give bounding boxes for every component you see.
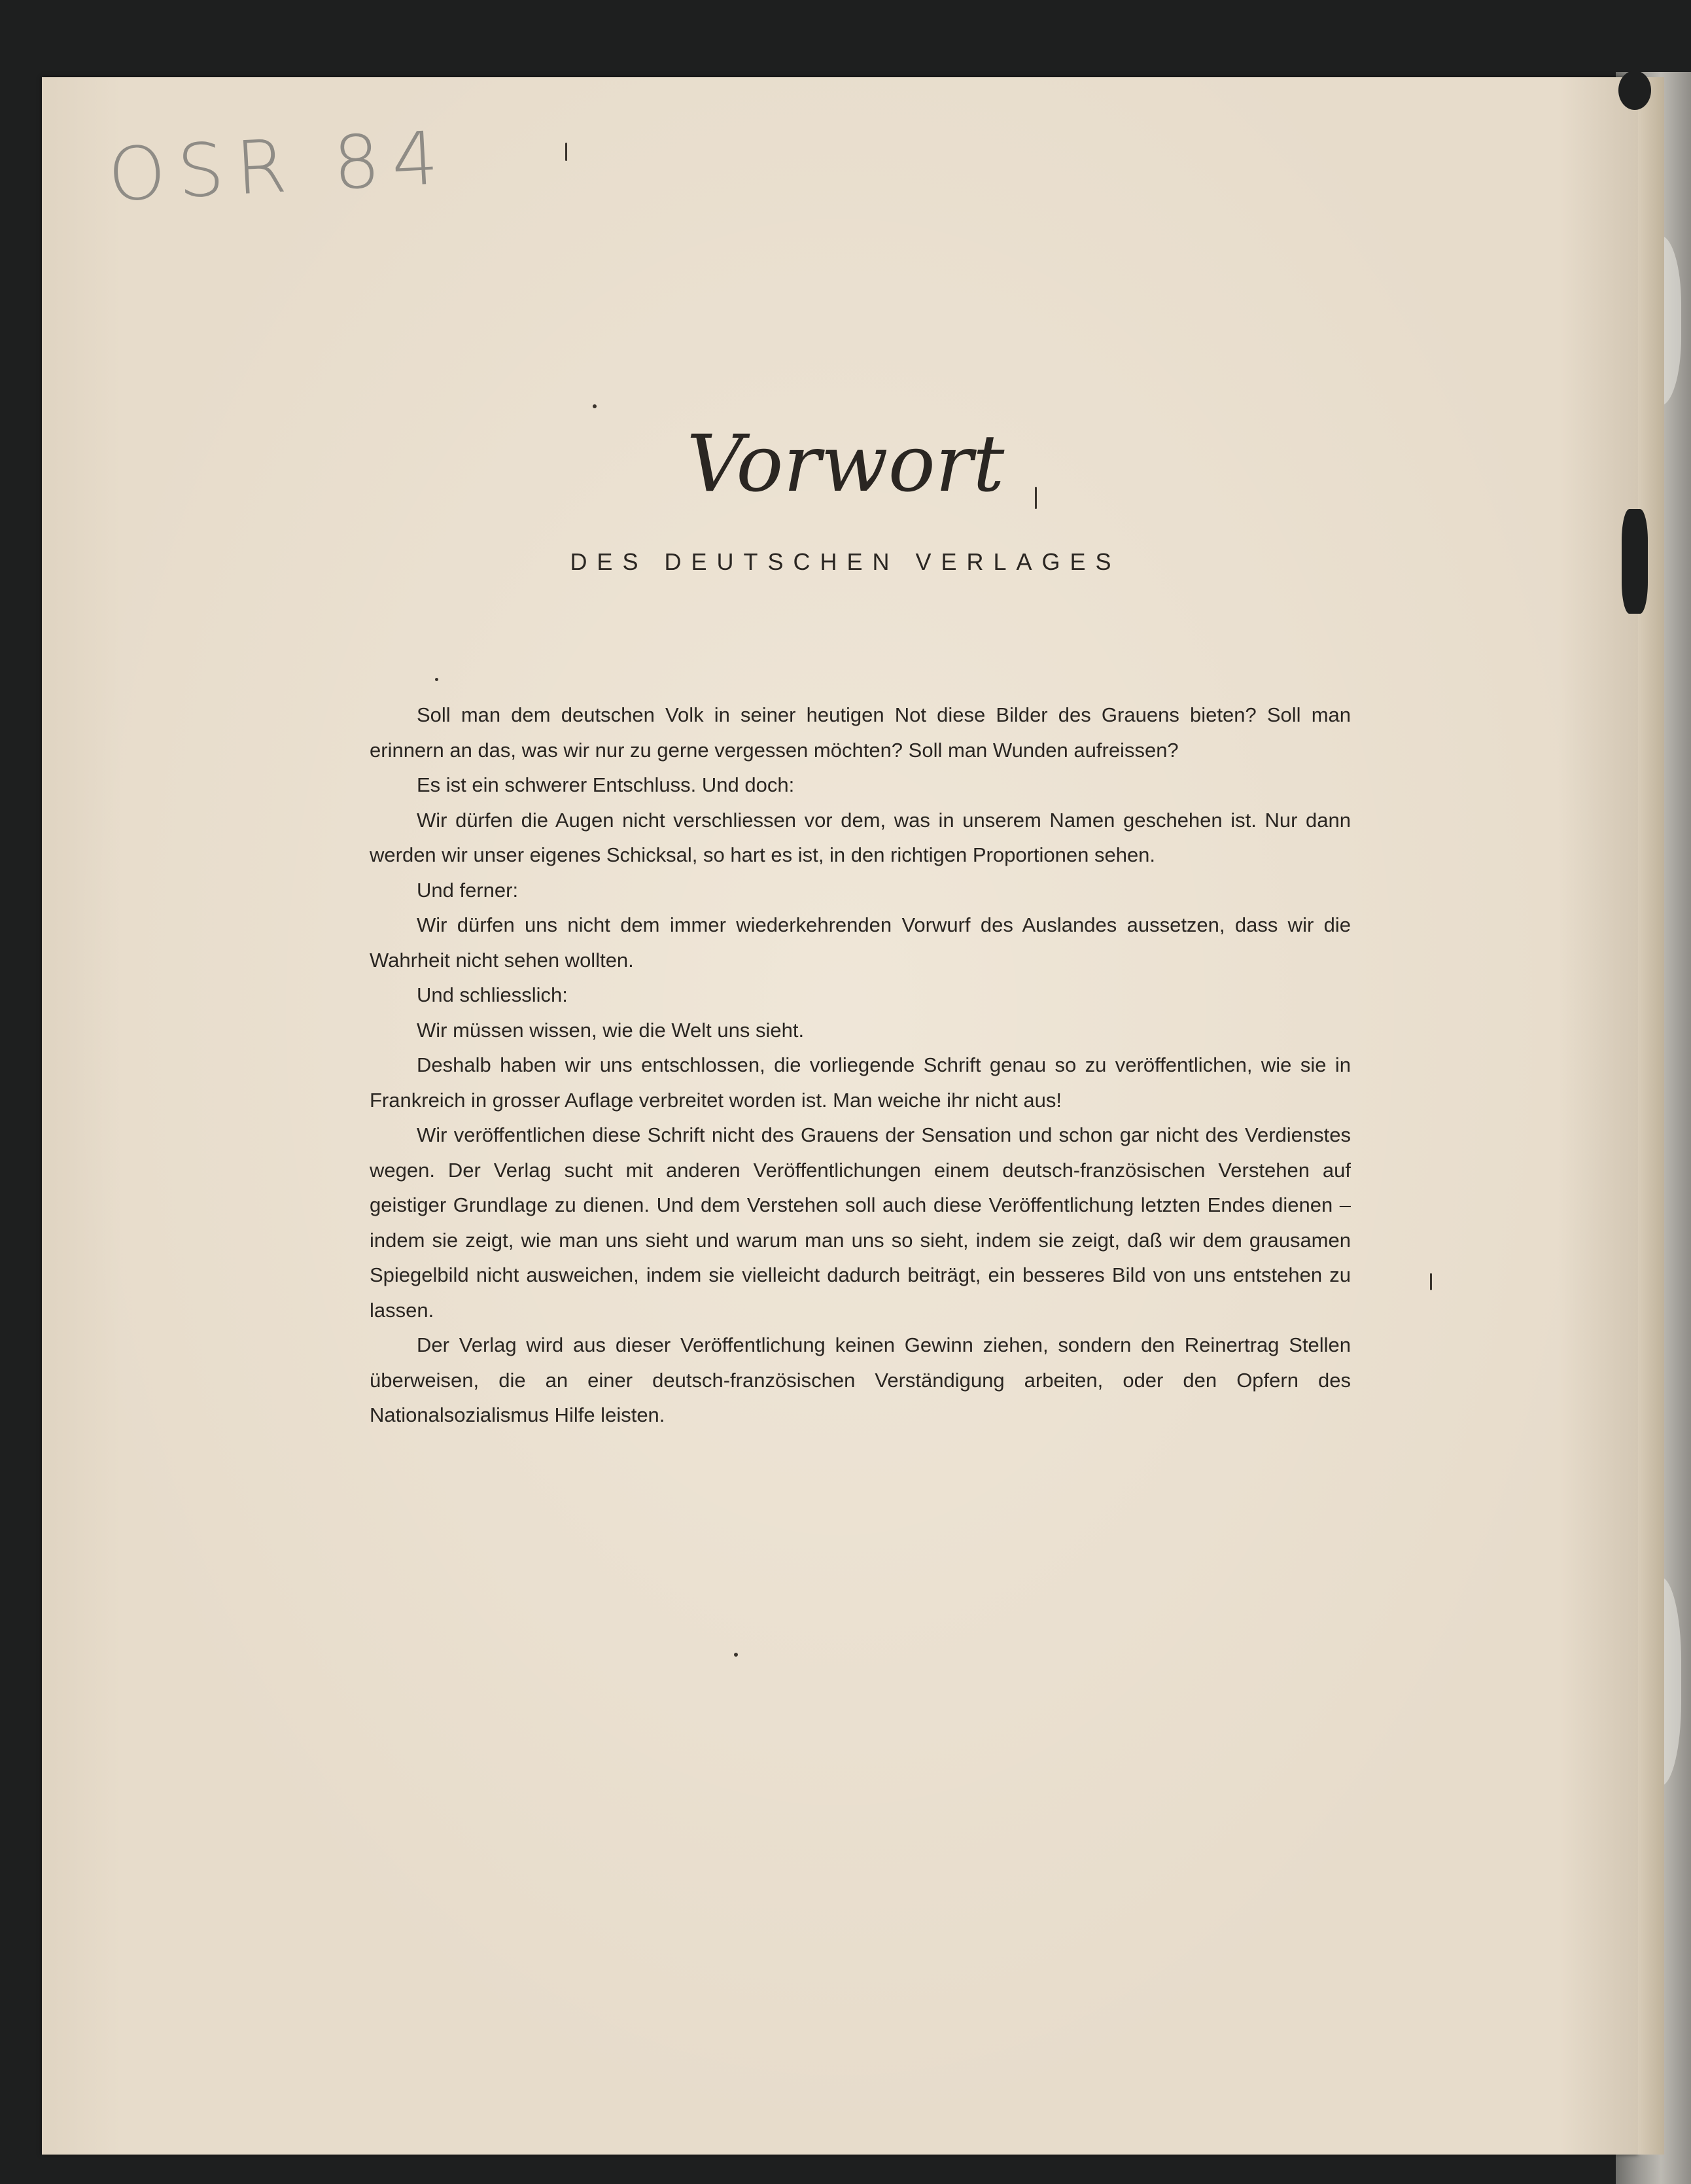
paragraph: Wir dürfen uns nicht dem immer wiederkehrenden Vorwurf des Auslandes aussetzen, dass wir die Wahrheit nicht sehen wollten.: [370, 913, 1351, 972]
paragraph: Wir veröffentlichen diese Schrift nicht des Grauens der Sensation und schon gar nicht des Verdienstes wegen. Der Verlag sucht mit anderen Veröffentlichungen einem deutsch-französischen Verstehen auf geistiger Grundlage zu dienen. Und dem Verstehen soll auch diese Veröffentlichung letzten Endes dienen – indem sie zeigt, wie man uns sieht und warum man uns so sieht, indem sie zeigt, daß wir dem grausamen Spiegelbild nicht ausweichen, indem sie vielleicht dadurch beiträgt, ein besseres Bild von uns entstehen zu lassen.: [370, 1123, 1351, 1322]
page-subtitle: DES DEUTSCHEN VERLAGES: [570, 548, 1121, 575]
paragraph: Und schliesslich:: [417, 983, 568, 1006]
body-text: [370, 697, 1351, 1433]
paragraph: Es ist ein schwerer Entschluss. Und doch:: [417, 773, 795, 796]
page-fold: [1638, 77, 1664, 2155]
paragraph: Und ferner:: [417, 878, 519, 902]
paragraph: Wir dürfen die Augen nicht verschliessen vor dem, was in unserem Namen geschehen ist. Nur dann werden wir unser eigenes Schicksal, so hart es ist, in den richtigen Proportionen sehen.: [370, 808, 1351, 866]
shelfmark-annotation: OSR 84: [105, 115, 453, 219]
page-title: Vorwort: [686, 419, 1005, 510]
paragraph: Deshalb haben wir uns entschlossen, die vorliegende Schrift genau so zu veröffentlichen, wie sie in Frankreich in grosser Auflage verbreitet worden ist. Man weiche ihr nicht aus!: [370, 1053, 1351, 1112]
paragraph: Der Verlag wird aus dieser Veröffentlichung keinen Gewinn ziehen, sondern den Reinertrag Stellen überweisen, die an einer deutsch-französischen Verständigung arbeiten, oder den Opfern des Nationalsozialismus Hilfe leisten.: [370, 1333, 1351, 1426]
paragraph: Soll man dem deutschen Volk in seiner heutigen Not diese Bilder des Grauens bieten? Soll man erinnern an das, was wir nur zu gerne vergessen möchten? Soll man Wunden aufreissen?: [370, 703, 1351, 762]
paragraph: Wir müssen wissen, wie die Welt uns sieht.: [417, 1018, 805, 1042]
